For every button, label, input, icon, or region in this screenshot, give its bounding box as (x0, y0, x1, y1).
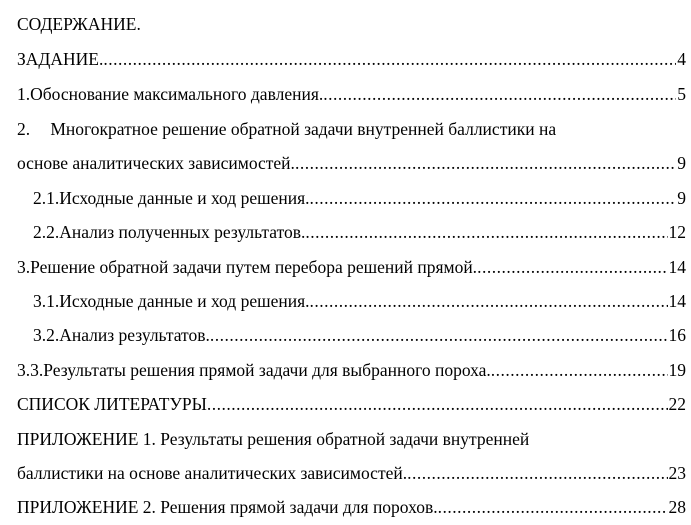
toc-page-number: 28 (668, 497, 686, 517)
toc-entry-text: Анализ полученных результатов. (59, 222, 306, 242)
dot-leader (103, 47, 676, 71)
toc-entry-number: 3.2. (33, 325, 60, 345)
toc-entry-text-continuation: баллистики на основе аналитических зависимостей. (17, 463, 408, 483)
toc-entry-2-2[interactable] (33, 220, 686, 244)
toc-entry-3[interactable] (17, 255, 686, 279)
dot-leader (438, 495, 668, 519)
toc-entry-3-1[interactable] (33, 289, 686, 313)
toc-entry-text: Обоснование максимального давления. (30, 84, 324, 104)
toc-entry-text: ПРИЛОЖЕНИЕ 2. Решения прямой задачи для порохов. (17, 497, 438, 517)
toc-entry-appendix-1-continuation[interactable] (17, 461, 686, 485)
dot-leader (310, 289, 668, 313)
toc-page-number: 9 (677, 153, 686, 173)
dot-leader (210, 323, 668, 347)
toc-entry-text: СПИСОК ЛИТЕРАТУРЫ (17, 394, 207, 414)
toc-page-number: 5 (677, 84, 686, 104)
toc-entry-appendix-2[interactable] (17, 495, 686, 519)
toc-entry-number: 3.1. (33, 291, 60, 311)
toc-page-number: 4 (677, 49, 686, 69)
dot-leader (207, 392, 668, 416)
dot-leader (295, 151, 676, 175)
toc-page-number: 14 (668, 291, 686, 311)
toc-entry-text: Исходные данные и ход решения. (59, 188, 310, 208)
toc-entry-2-1[interactable] (33, 186, 686, 210)
toc-entry-number: 2.1. (33, 188, 60, 208)
toc-entry-text: ЗАДАНИЕ. (17, 49, 104, 69)
toc-page-number: 22 (668, 394, 686, 414)
toc-page-number: 12 (668, 222, 686, 242)
toc-entry-2[interactable] (17, 117, 686, 141)
toc-entry-number: 2. (17, 119, 31, 139)
dot-leader (323, 82, 676, 106)
toc-entry-3-2[interactable] (33, 323, 686, 347)
toc-entry-3-3[interactable] (17, 358, 686, 382)
toc-entry-task[interactable] (17, 47, 686, 71)
toc-heading: СОДЕРЖАНИЕ. (17, 14, 141, 34)
toc-entry-text: Анализ результатов. (59, 325, 210, 345)
toc-page-number: 9 (677, 188, 686, 208)
dot-leader (310, 186, 677, 210)
toc-page-number: 19 (668, 360, 686, 380)
dot-leader (305, 220, 667, 244)
toc-entry-appendix-1[interactable] (17, 427, 686, 451)
toc-entry-number: 1. (17, 84, 31, 104)
dot-leader (407, 461, 667, 485)
toc-entry-text-continuation: основе аналитических зависимостей. (17, 153, 295, 173)
toc-entry-text: ПРИЛОЖЕНИЕ 1. Результаты решения обратной задачи внутренней (17, 429, 530, 449)
toc-entry-1[interactable] (17, 82, 686, 106)
toc-entry-number: 3.3. (17, 360, 44, 380)
dot-leader (477, 255, 667, 279)
toc-page-number: 16 (668, 325, 686, 345)
toc-entry-text: Многократное решение обратной задачи внутренней баллистики на (50, 119, 557, 139)
toc-entry-text: Результаты решения прямой задачи для выбранного пороха. (43, 360, 491, 380)
toc-entry-text: Решение обратной задачи путем перебора решений прямой. (30, 257, 478, 277)
toc-page-number: 23 (668, 463, 686, 483)
toc-entry-references[interactable] (17, 392, 686, 416)
toc-page-number: 14 (668, 257, 686, 277)
toc-entry-number: 3. (17, 257, 31, 277)
toc-entry-text: Исходные данные и ход решения. (59, 291, 310, 311)
dot-leader (491, 358, 668, 382)
toc-entry-2-continuation[interactable] (17, 151, 686, 175)
toc-entry-number: 2.2. (33, 222, 60, 242)
